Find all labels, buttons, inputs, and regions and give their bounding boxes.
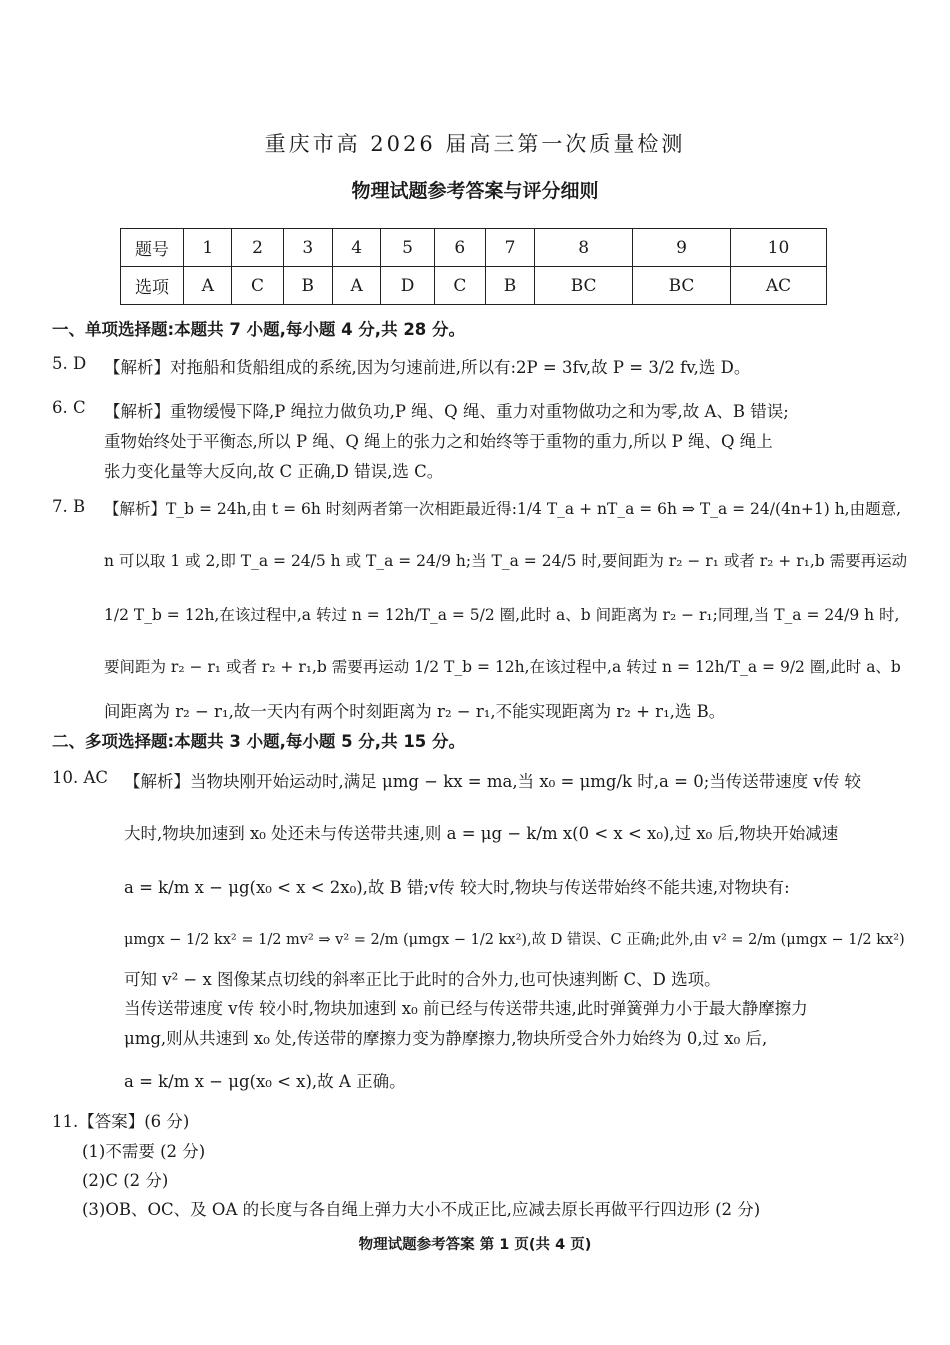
table-cell: 10: [730, 229, 826, 267]
document-subtitle: 物理试题参考答案与评分细则: [351, 180, 599, 202]
table-cell: 3: [283, 229, 332, 267]
section-heading-single-choice: 一、单项选择题:本题共 7 小题,每小题 4 分,共 28 分。: [52, 320, 466, 339]
table-cell: 7: [485, 229, 534, 267]
answer-line: (3)OB、OC、及 OA 的长度与各自绳上弹力大小不成正比,应减去原长再做平行四边形 (2 分): [82, 1200, 761, 1219]
question-11-heading: 11.【答案】(6 分): [52, 1112, 190, 1131]
table-cell: 4: [332, 229, 380, 267]
explanation-line: μmgx − 1/2 kx² = 1/2 mv² ⇒ v² = 2/m (μmgx − 1/2 kx²),故 D 错误、C 正确;此外,由 v² = 2/m (μmgx − 1/2 kx²): [124, 932, 905, 948]
explanation-line: n 可以取 1 或 2,即 T_a = 24/5 h 或 T_a = 24/9 h;当 T_a = 24/5 时,要间距为 r₂ − r₁ 或者 r₂ + r₁,b 需要再运动: [104, 552, 908, 570]
table-cell: 1: [184, 229, 232, 267]
table-cell: BC: [535, 267, 633, 305]
explanation-line: a = k/m x − μg(x₀ < x),故 A 正确。: [124, 1072, 406, 1091]
question-number: 6. C: [52, 398, 86, 417]
table-cell: 6: [434, 229, 485, 267]
explanation-line: 【解析】当物块刚开始运动时,满足 μmg − kx = ma,当 x₀ = μmg/k 时,a = 0;当传送带速度 v传 较: [124, 772, 862, 791]
explanation-line: 【解析】T_b = 24h,由 t = 6h 时刻两者第一次相距最近得:1/4 T_a + nT_a = 6h ⇒ T_a = 24/(4n+1) h,由题意,: [104, 500, 902, 518]
explanation-line: 大时,物块加速到 x₀ 处还未与传送带共速,则 a = μg − k/m x(0 < x < x₀),过 x₀ 后,物块开始减速: [124, 824, 839, 843]
explanation-line: μmg,则从共速到 x₀ 处,传送带的摩擦力变为静摩擦力,物块所受合外力始终为 0,过 x₀ 后,: [124, 1029, 768, 1048]
question-number: 5. D: [52, 354, 87, 373]
table-cell: AC: [730, 267, 826, 305]
explanation-line: 可知 v² − x 图像某点切线的斜率正比于此时的合外力,也可快速判断 C、D 选项。: [124, 970, 721, 989]
table-cell: A: [184, 267, 232, 305]
table-cell: C: [232, 267, 283, 305]
answer-line: (2)C (2 分): [82, 1171, 169, 1190]
table-cell: B: [283, 267, 332, 305]
explanation-line: a = k/m x − μg(x₀ < x < 2x₀),故 B 错;v传 较大时,物块与传送带始终不能共速,对物块有:: [124, 878, 790, 897]
section-heading-multiple-choice: 二、多项选择题:本题共 3 小题,每小题 5 分,共 15 分。: [52, 732, 466, 751]
table-cell: B: [485, 267, 534, 305]
explanation-line: 1/2 T_b = 12h,在该过程中,a 转过 n = 12h/T_a = 5/2 圈,此时 a、b 间距离为 r₂ − r₁;同理,当 T_a = 24/9 h 时,: [104, 606, 900, 624]
explanation-line: 重物始终处于平衡态,所以 P 绳、Q 绳上的张力之和始终等于重物的重力,所以 P 绳、Q 绳上: [104, 432, 773, 451]
explanation-line: 【解析】重物缓慢下降,P 绳拉力做负功,P 绳、Q 绳、重力对重物做功之和为零,故 A、B 错误;: [104, 402, 789, 421]
table-cell: 5: [381, 229, 434, 267]
answer-line: (1)不需要 (2 分): [82, 1142, 206, 1161]
explanation-line: 张力变化量等大反向,故 C 正确,D 错误,选 C。: [104, 462, 444, 481]
explanation-line: 当传送带速度 v传 较小时,物块加速到 x₀ 前已经与传送带共速,此时弹簧弹力小于最大静摩擦力: [124, 999, 808, 1018]
table-cell: C: [434, 267, 485, 305]
table-header-option: 选项: [121, 267, 184, 305]
explanation-line: 要间距为 r₂ − r₁ 或者 r₂ + r₁,b 需要再运动 1/2 T_b = 12h,在该过程中,a 转过 n = 12h/T_a = 9/2 圈,此时 a、b: [104, 658, 901, 676]
table-cell: D: [381, 267, 434, 305]
exam-title: 重庆市高 2026 届高三第一次质量检测: [264, 132, 686, 156]
table-cell: 9: [633, 229, 731, 267]
table-row-question-numbers: [121, 229, 827, 267]
table-cell: 8: [535, 229, 633, 267]
question-number: 10. AC: [52, 768, 109, 787]
table-cell: 2: [232, 229, 283, 267]
answer-table: [120, 228, 827, 305]
table-cell: BC: [633, 267, 731, 305]
table-cell: A: [332, 267, 380, 305]
explanation-line: 间距离为 r₂ − r₁,故一天内有两个时刻距离为 r₂ − r₁,不能实现距离为 r₂ + r₁,选 B。: [104, 702, 726, 721]
question-number: 7. B: [52, 497, 86, 516]
page-footer: 物理试题参考答案 第 1 页(共 4 页): [358, 1237, 592, 1253]
table-header-question-number: 题号: [121, 229, 184, 267]
table-row-options: [121, 267, 827, 305]
explanation-line: 【解析】对拖船和货船组成的系统,因为匀速前进,所以有:2P = 3fv,故 P = 3/2 fv,选 D。: [104, 358, 751, 377]
